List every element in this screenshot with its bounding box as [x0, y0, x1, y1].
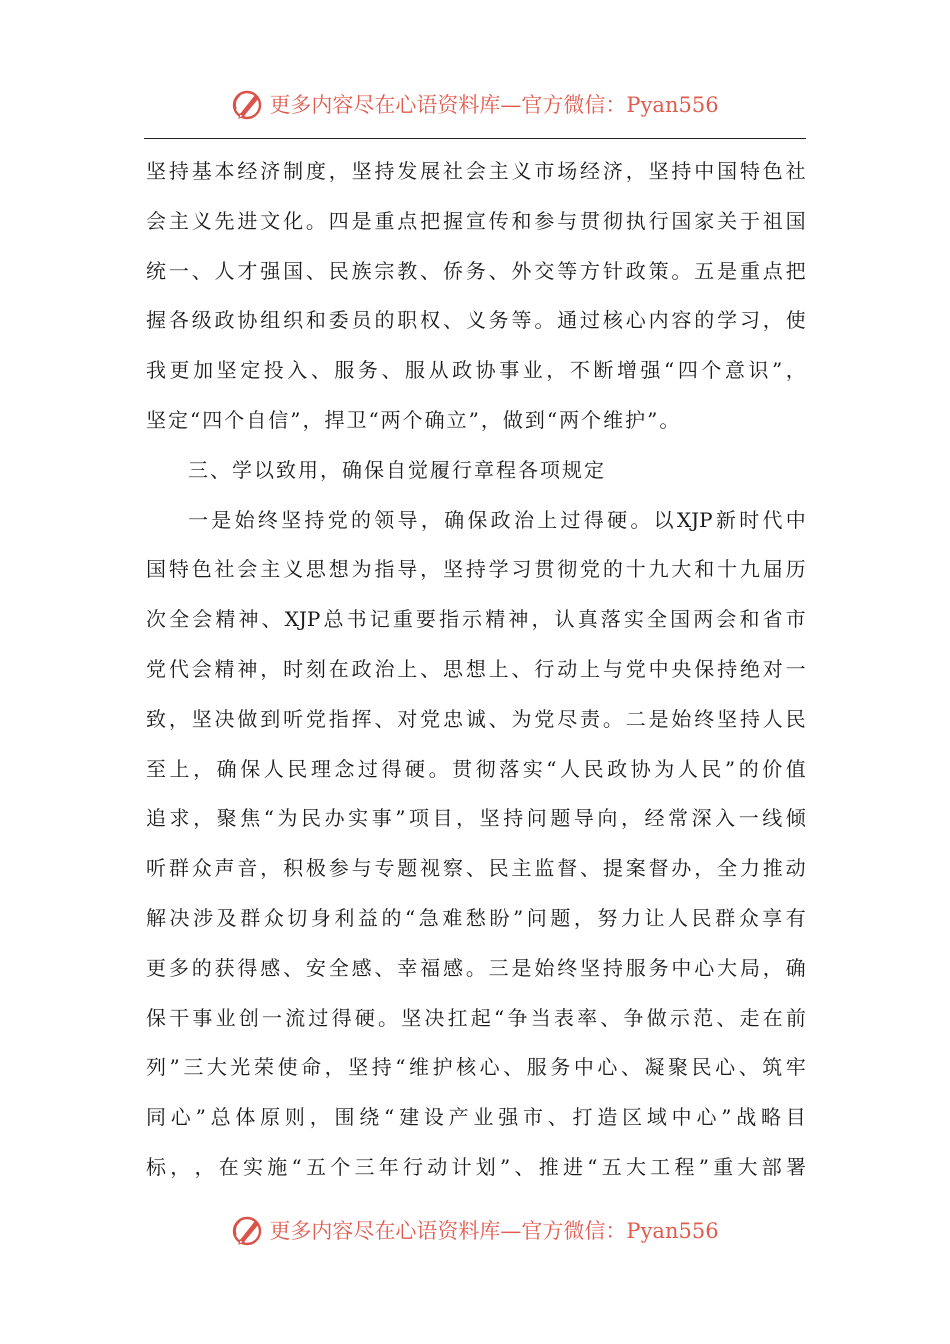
pen-logo-icon	[231, 87, 265, 121]
text-line: 一 是 始 终 坚 持 党 的 领 导 ， 确 保 政 治 上 过 得 硬 。 以 XJP 新 时 代 中	[188, 507, 806, 532]
text-line: 会 主 义 先 进 文 化 。 四 是 重 点 把 握 宣 传 和 参 与 贯 彻 执 行 国 家 关 于 祖 国	[146, 208, 806, 233]
text-line: 至 上 ， 确 保 人 民 理 念 过 得 硬 。 贯 彻 落 实 “ 人 民 政 协 为 人 民 ” 的 价 值	[146, 756, 806, 781]
text-line: 列 ” 三 大 光 荣 使 命 ， 坚 持 “ 维 护 核 心 、 服 务 中 心 、 凝 聚 民 心 、 筑 牢	[146, 1055, 806, 1080]
text-line: 同 心 ” 总 体 原 则 ， 围 绕 “ 建 设 产 业 强 市 、 打 造 区 域 中 心 ” 战 略 目	[146, 1105, 806, 1130]
header-divider	[144, 138, 806, 139]
document-body	[146, 147, 806, 1193]
text-line: 致 ， 坚 决 做 到 听 党 指 挥 、 对 党 忠 诚 、 为 党 尽 责 。 二 是 始 终 坚 持 人 民	[146, 706, 806, 731]
text-line: 握 各 级 政 协 组 织 和 委 员 的 职 权 、 义 务 等 。 通 过 核 心 内 容 的 学 习 ， 使	[146, 308, 806, 333]
text-line: 次 全 会 精 神 、 XJP 总 书 记 重 要 指 示 精 神 ， 认 真 落 实 全 国 两 会 和 省 市	[146, 607, 806, 632]
footer-watermark-banner	[0, 1210, 950, 1250]
text-line: 保 干 事 业 创 一 流 过 得 硬 。 坚 决 扛 起 “ 争 当 表 率 、 争 做 示 范 、 走 在 前	[146, 1005, 806, 1030]
text-line: 统 一 、 人 才 强 国 、 民 族 宗 教 、 侨 务 、 外 交 等 方 针 政 策 。 五 是 重 点 把	[146, 258, 806, 283]
text-line: 解 决 涉 及 群 众 切 身 利 益 的 “ 急 难 愁 盼 ” 问 题 ， 努 力 让 人 民 群 众 享 有	[146, 905, 806, 930]
text-line: 听 群 众 声 音 ， 积 极 参 与 专 题 视 察 、 民 主 监 督 、 提 案 督 办 ， 全 力 推 动	[146, 856, 806, 881]
section-heading: 三、学以致用，确保自觉履行章程各项规定	[188, 457, 606, 482]
text-line: 坚 持 基 本 经 济 制 度 ， 坚 持 发 展 社 会 主 义 市 场 经 济 ， 坚 持 中 国 特 色 社	[146, 159, 806, 183]
text-line: 国 特 色 社 会 主 义 思 想 为 指 导 ， 坚 持 学 习 贯 彻 党 的 十 九 大 和 十 九 届 历	[146, 557, 806, 582]
pen-logo-icon	[231, 1213, 265, 1247]
text-line: 坚定“四个自信”，捍卫“两个确立”，做到“两个维护”。	[146, 407, 682, 432]
text-line: 党 代 会 精 神 ， 时 刻 在 政 治 上 、 思 想 上 、 行 动 上 与 党 中 央 保 持 绝 对 一	[146, 656, 806, 681]
text-line: 追 求 ， 聚 焦 “ 为 民 办 实 事 ” 项 目 ， 坚 持 问 题 导 向 ， 经 常 深 入 一 线 倾	[146, 806, 806, 831]
text-line: 标 ， ， 在 实 施 “ 五 个 三 年 行 动 计 划 ” 、 推 进 “ 五 大 工 程 ” 重 大 部 署	[146, 1154, 806, 1179]
banner-text: 更多内容尽在心语资料库—官方微信：Pyan556	[269, 93, 719, 117]
banner-text: 更多内容尽在心语资料库—官方微信：Pyan556	[269, 1219, 719, 1243]
header-watermark-banner	[0, 84, 950, 124]
text-line: 更 多 的 获 得 感 、 安 全 感 、 幸 福 感 。 三 是 始 终 坚 持 服 务 中 心 大 局 ， 确	[146, 955, 806, 980]
text-line: 我 更 加 坚 定 投 入 、 服 务 、 服 从 政 协 事 业 ， 不 断 增 强 “ 四 个 意 识 ” ，	[146, 358, 806, 383]
